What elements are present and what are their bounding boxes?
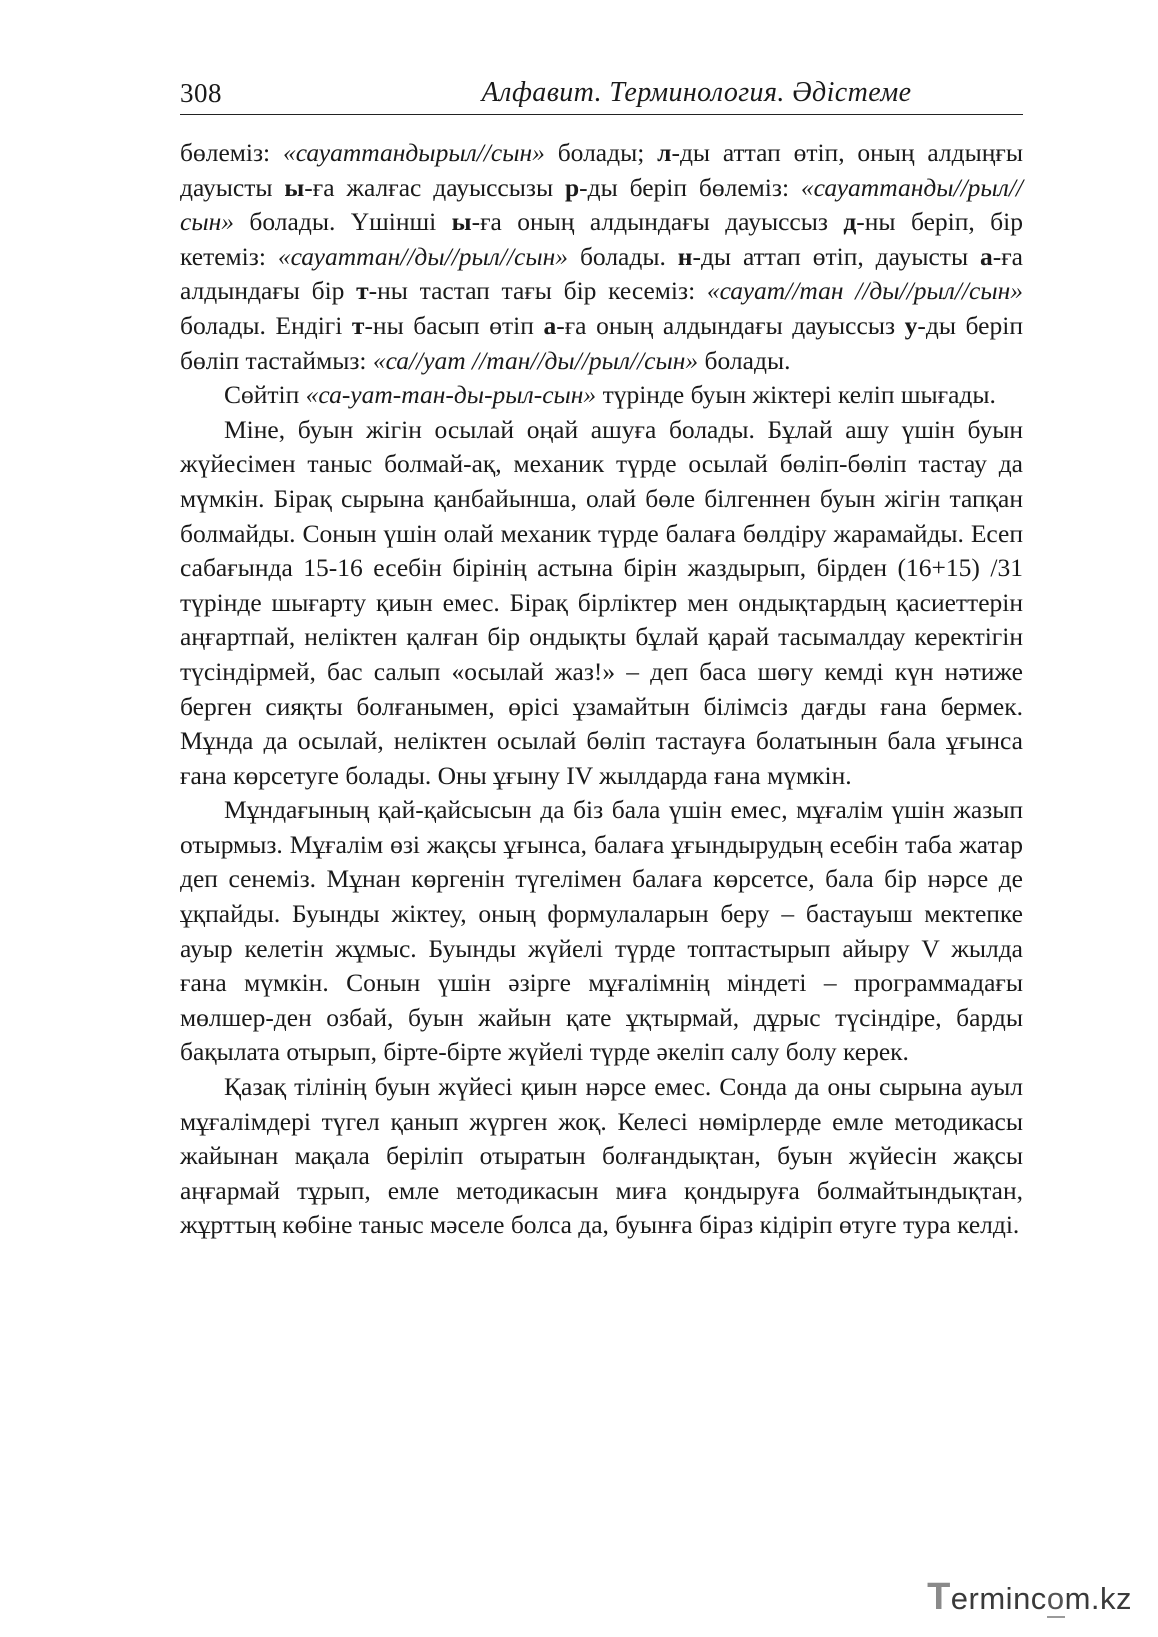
text-run: болады. Үшінші [234, 207, 452, 237]
text-run: -ды беріп бөлеміз: [579, 172, 801, 202]
bold-letter: д [843, 207, 857, 237]
body-text [180, 136, 1023, 1243]
italic-example: «сауаттандырыл//сын» [282, 138, 545, 167]
text-run: болады; [544, 138, 658, 167]
bold-letter: р [564, 172, 580, 202]
paragraph [180, 793, 1023, 1070]
text-run: бөлеміз: [180, 138, 283, 167]
paragraph [180, 136, 1023, 378]
italic-example: «сауаттан//ды//рыл//сын» [277, 241, 569, 271]
watermark-letter-o: o [1046, 1581, 1065, 1616]
bold-letter: ы [451, 207, 472, 237]
text-run: түрінде буын жіктері келіп шығады. [596, 380, 996, 410]
text-run: -ға оның алдындағы дауыссыз [556, 310, 905, 340]
running-header [180, 76, 1023, 115]
text-run: Сөйтіп [224, 380, 306, 410]
text-run: -ды аттап өтіп, оның алдыңғы дауысты [180, 138, 1023, 202]
text-run: -ға оның алдындағы дауыссыз [471, 207, 844, 237]
bold-letter: т [356, 276, 369, 306]
text-run: -ды аттап өтіп, дауысты [692, 241, 980, 271]
text-run: Қазақ тілінің буын жүйесі қиын нәрсе емес. Сонда да оны сырына ауыл мұғалімдері түгел қанып жүрген жоқ. Келесі нөмірлерде емле методикасы жайынан мақала беріліп отыратын болғандықтан, буын жүйесін жақсы аңғармай тұрып, емле методикасын миға қондыруға болмайтындықтан, жұрттың көбіне таныс мәселе болса да, буынға біраз кідіріп өтуге тура келді. [180, 1072, 1023, 1240]
text-run: -ны басып өтіп [364, 310, 544, 340]
italic-example: «са//уат //тан//ды//рыл//сын» [372, 345, 699, 375]
italic-example: «сауаттанды//рыл//сын» [180, 172, 1023, 237]
text-run: -ны тастап тағы бір кесеміз: [368, 276, 707, 306]
text-run: болады. Ендігі [180, 310, 352, 340]
watermark-letter-t: T [927, 1576, 951, 1618]
bold-letter: а [543, 310, 557, 340]
text-run: -ны беріп, бір кетеміз: [180, 207, 1023, 271]
paragraph [180, 378, 1023, 413]
bold-letter: а [979, 241, 993, 271]
paragraph [180, 1070, 1023, 1243]
italic-example: «са-уат-тан-ды-рыл-сын» [305, 380, 597, 410]
text-run: Міне, буын жігін осылай оңай ашуға болады. Бұлай ашу үшін буын жүйесімен таныс болмай-ақ, механик түрде осылай бөліп-бөліп тастау да мүмкін. Бірақ сырына қанбайынша, олай бөле білгеннен буын жігін тапқан болмайды. Сонын үшін олай механик түрде балаға бөлдіру жарамайды. Есеп сабағында 15-16 есебін бірінің астына бірін жаздырып, бірден (16+15) /31 түрінде шығарту қиын емес. Бірақ бірліктер мен ондықтардың қасиеттерін аңғартпай, неліктен қалған бір ондықты бұлай қарай тасымалдау керектігін түсіндірмей, бас салып «осылай жаз!» – деп баса шөгу кемді күн нәтиже берген сияқты болғанымен, өрісі ұзамайтын білімсіз дағды ғана бермек. Мұнда да осылай, неліктен осылай бөліп тастауға болатынын бала ұғынса ғана көрсетуге болады. Оны ұғыну IV жылдарда ғана мүмкін. [180, 414, 1023, 790]
bold-letter: л [657, 138, 672, 167]
bold-letter: у [904, 310, 918, 340]
watermark-text-2: m.kz [1064, 1581, 1132, 1616]
paragraph [180, 413, 1023, 794]
text-run: -ға жалғас дауыссызы [304, 172, 565, 202]
bold-letter: т [351, 310, 365, 340]
text-run: -ды беріп бөліп тастаймыз: [180, 310, 1023, 375]
watermark-text-1: erminc [950, 1581, 1047, 1616]
italic-example: «сауат//тан //ды//рыл//сын» [706, 276, 1024, 306]
page-number: 308 [180, 78, 222, 108]
text-run: Мұндағының қай-қайсысын да біз бала үшін емес, мұғалім үшін жазып отырмыз. Мұғалім өзі жақсы ұғынса, балаға ұғындырудың есебін таба жатар деп сенеміз. Мұнан көргенін түгелімен балаға көрсетсе, бала бір нәрсе де ұқпайды. Буынды жіктеу, оның формулаларын беру – бастауыш мектепке ауыр келетін жұмыс. Буынды жүйелі түрде топтастырып айыру V жылда ғана мүмкін. Сонын үшін әзірге мұғалімнің міндеті – программадағы мөлшер-ден озбай, буын жайын қате ұқтырмай, дұрыс түсіндіре, барды бақылата отырып, бірте-бірте жүйелі түрде әкеліп салу болу керек. [180, 795, 1023, 1067]
text-run: болады. [698, 345, 791, 375]
text-run: болады. [568, 241, 678, 271]
running-title: Алфавит. Терминология. Әдістеме [481, 77, 912, 108]
text-run: -ға алдындағы бір [180, 241, 1023, 306]
site-watermark [927, 1576, 1132, 1619]
bold-letter: ы [284, 172, 305, 202]
bold-letter: н [677, 241, 693, 271]
